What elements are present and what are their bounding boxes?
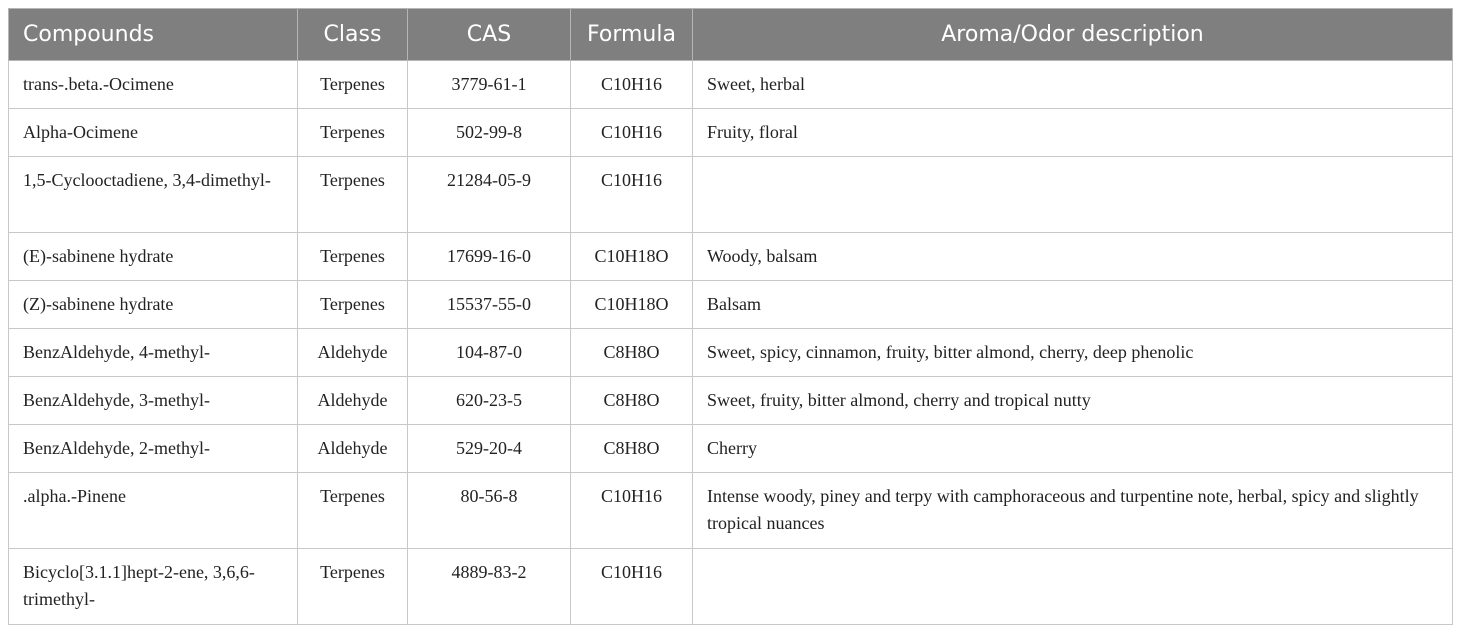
cell-compound: Bicyclo[3.1.1]hept-2-ene, 3,6,6-trimethyl-: [9, 549, 298, 625]
cell-compound: BenzAldehyde, 3-methyl-: [9, 377, 298, 425]
table-row: [9, 157, 1453, 233]
cell-class: Aldehyde: [298, 329, 408, 377]
cell-cas: 104-87-0: [408, 329, 571, 377]
header-row: [9, 9, 1453, 61]
cell-cas: 502-99-8: [408, 109, 571, 157]
cell-aroma: Sweet, herbal: [693, 61, 1453, 109]
header-cas: CAS: [408, 9, 571, 61]
table-row: [9, 281, 1453, 329]
cell-class: Terpenes: [298, 157, 408, 233]
header-class: Class: [298, 9, 408, 61]
table-row: [9, 377, 1453, 425]
cell-compound: trans-.beta.-Ocimene: [9, 61, 298, 109]
table-row: [9, 233, 1453, 281]
cell-formula: C10H18O: [571, 233, 693, 281]
cell-aroma: Balsam: [693, 281, 1453, 329]
table-body: [9, 61, 1453, 625]
table-row: [9, 473, 1453, 549]
cell-aroma: [693, 157, 1453, 233]
cell-cas: 17699-16-0: [408, 233, 571, 281]
cell-compound: BenzAldehyde, 4-methyl-: [9, 329, 298, 377]
cell-formula: C10H16: [571, 61, 693, 109]
cell-formula: C8H8O: [571, 329, 693, 377]
cell-class: Terpenes: [298, 61, 408, 109]
cell-formula: C8H8O: [571, 425, 693, 473]
cell-aroma: Intense woody, piney and terpy with camphoraceous and turpentine note, herbal, spicy and slightly tropical nuances: [693, 473, 1453, 549]
cell-compound: (E)-sabinene hydrate: [9, 233, 298, 281]
table-row: [9, 329, 1453, 377]
cell-formula: C10H16: [571, 157, 693, 233]
cell-formula: C10H16: [571, 109, 693, 157]
cell-class: Terpenes: [298, 473, 408, 549]
cell-aroma: [693, 549, 1453, 625]
cell-aroma: Cherry: [693, 425, 1453, 473]
table-row: [9, 109, 1453, 157]
cell-cas: 3779-61-1: [408, 61, 571, 109]
header-compounds: Compounds: [9, 9, 298, 61]
cell-compound: .alpha.-Pinene: [9, 473, 298, 549]
cell-compound: (Z)-sabinene hydrate: [9, 281, 298, 329]
cell-cas: 21284-05-9: [408, 157, 571, 233]
cell-formula: C8H8O: [571, 377, 693, 425]
cell-cas: 4889-83-2: [408, 549, 571, 625]
compounds-table: [8, 8, 1453, 625]
cell-class: Terpenes: [298, 281, 408, 329]
cell-class: Aldehyde: [298, 377, 408, 425]
cell-compound: Alpha-Ocimene: [9, 109, 298, 157]
cell-aroma: Sweet, fruity, bitter almond, cherry and tropical nutty: [693, 377, 1453, 425]
cell-formula: C10H16: [571, 473, 693, 549]
cell-cas: 80-56-8: [408, 473, 571, 549]
table-header: [9, 9, 1453, 61]
cell-formula: C10H16: [571, 549, 693, 625]
cell-aroma: Woody, balsam: [693, 233, 1453, 281]
cell-class: Aldehyde: [298, 425, 408, 473]
header-formula: Formula: [571, 9, 693, 61]
cell-class: Terpenes: [298, 109, 408, 157]
cell-cas: 529-20-4: [408, 425, 571, 473]
cell-aroma: Fruity, floral: [693, 109, 1453, 157]
cell-aroma: Sweet, spicy, cinnamon, fruity, bitter almond, cherry, deep phenolic: [693, 329, 1453, 377]
cell-cas: 15537-55-0: [408, 281, 571, 329]
cell-cas: 620-23-5: [408, 377, 571, 425]
table-row: [9, 61, 1453, 109]
cell-formula: C10H18O: [571, 281, 693, 329]
cell-compound: BenzAldehyde, 2-methyl-: [9, 425, 298, 473]
cell-class: Terpenes: [298, 549, 408, 625]
cell-compound: 1,5-Cyclooctadiene, 3,4-dimethyl-: [9, 157, 298, 233]
table-row: [9, 425, 1453, 473]
header-aroma: Aroma/Odor description: [693, 9, 1453, 61]
cell-class: Terpenes: [298, 233, 408, 281]
table-row: [9, 549, 1453, 625]
